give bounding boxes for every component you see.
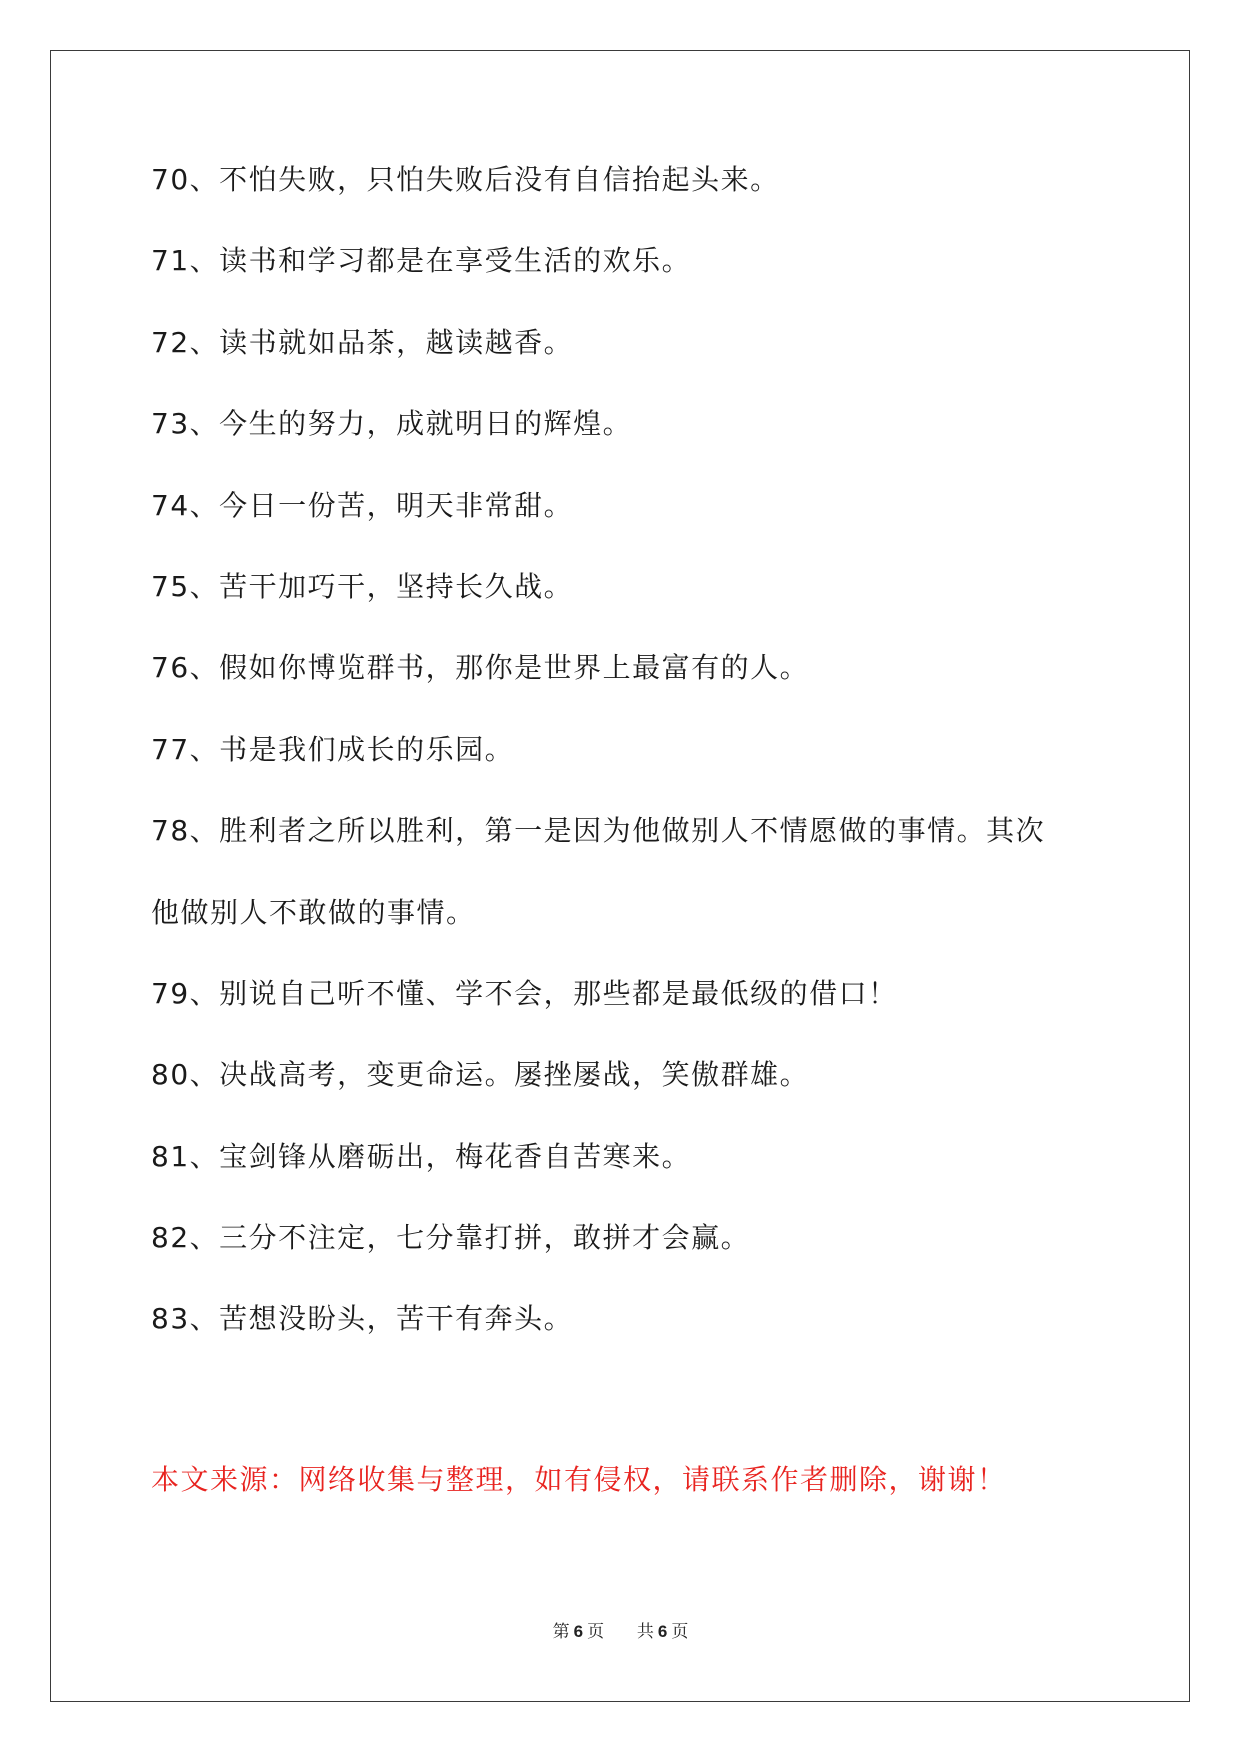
list-item: 79、别说自己听不懂、学不会，那些都是最低级的借口！ bbox=[151, 976, 898, 1010]
page-number: 6 bbox=[573, 1622, 584, 1641]
list-item: 76、假如你博览群书，那你是世界上最富有的人。 bbox=[151, 651, 810, 685]
list-item: 74、今日一份苦，明天非常甜。 bbox=[151, 488, 574, 522]
page-footer bbox=[0, 1617, 1241, 1642]
list-item: 82、三分不注定，七分靠打拼，敢拼才会赢。 bbox=[151, 1221, 751, 1255]
page-prefix: 第 bbox=[552, 1622, 570, 1642]
list-item: 80、决战高考，变更命运。屡挫屡战，笑傲群雄。 bbox=[151, 1058, 810, 1092]
page-indicator bbox=[553, 1617, 604, 1642]
list-item-continuation: 他做别人不敢做的事情。 bbox=[151, 895, 476, 929]
list-item: 81、宝剑锋从磨砺出，梅花香自苦寒来。 bbox=[151, 1139, 692, 1173]
list-item: 72、读书就如品茶，越读越香。 bbox=[151, 325, 574, 359]
list-item: 75、苦干加巧干，坚持长久战。 bbox=[151, 569, 574, 603]
list-item: 78、胜利者之所以胜利，第一是因为他做别人不情愿做的事情。其次 bbox=[151, 814, 1046, 848]
list-item: 77、书是我们成长的乐园。 bbox=[151, 732, 515, 766]
total-prefix: 共 bbox=[636, 1622, 654, 1642]
total-suffix: 页 bbox=[671, 1622, 689, 1642]
total-pages-indicator bbox=[637, 1617, 688, 1642]
list-item: 73、今生的努力，成就明日的辉煌。 bbox=[151, 407, 633, 441]
source-note: 本文来源：网络收集与整理，如有侵权，请联系作者删除，谢谢！ bbox=[151, 1463, 1007, 1496]
document-body bbox=[151, 160, 1101, 1381]
total-number: 6 bbox=[657, 1622, 668, 1641]
page-suffix: 页 bbox=[587, 1622, 605, 1642]
list-item: 70、不怕失败，只怕失败后没有自信抬起头来。 bbox=[151, 163, 780, 196]
list-item: 71、读书和学习都是在享受生活的欢乐。 bbox=[151, 244, 692, 278]
list-item: 83、苦想没盼头，苦干有奔头。 bbox=[151, 1302, 574, 1336]
